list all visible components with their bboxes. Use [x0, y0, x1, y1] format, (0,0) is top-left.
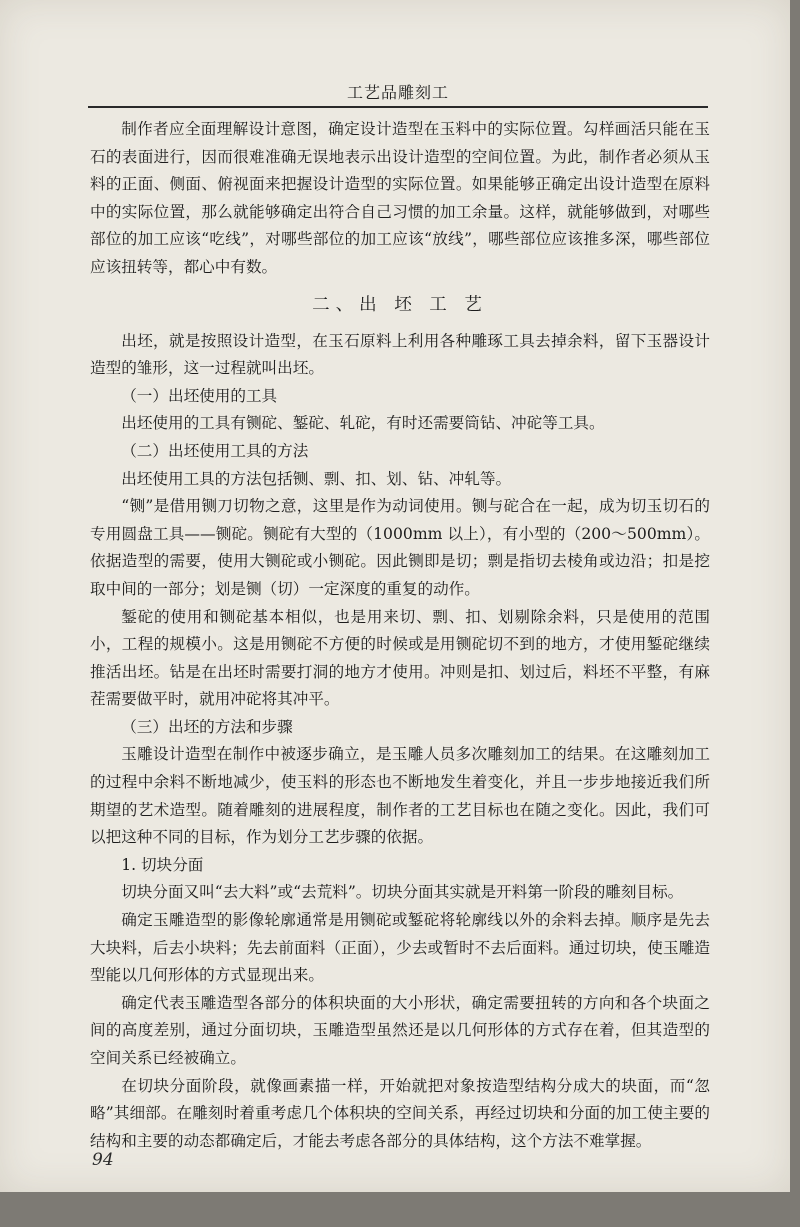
subheading-tools: （一）出坯使用的工具: [121, 386, 278, 405]
page-number: 94: [92, 1150, 114, 1170]
paragraph-zha-tool: “铡”是借用铡刀切物之意，这里是作为动词使用。铡与砣合在一起，成为切玉切石的专用圆盘工具——铡砣。铡砣有大型的（1000mm 以上），有小型的（200～500mm）。依据造型的需要，使用大铡砣或小铡砣。因此铡即是切；剽是指切去棱角或边沿；扣是挖取中间的一部分；划是铡（切）一定深度的重复的动作。: [90, 497, 710, 598]
paragraph-cut-blocks-3: 确定代表玉雕造型各部分的体积块面的大小形状，确定需要扭转的方向和各个块面之间的高度差别，通过分面切块，玉雕造型虽然还是以几何形体的方式存在着，但其造型的空间关系已经被确立。: [90, 993, 710, 1067]
paragraph-chupi-definition: 出坯，就是按照设计造型，在玉石原料上利用各种雕琢工具去掉余料，留下玉器设计造型的雏形，这一过程就叫出坯。: [90, 331, 710, 378]
paragraph-design-position: 制作者应全面理解设计意图，确定设计造型在玉料中的实际位置。勾样画活只能在玉石的表面进行，因而很难准确无误地表示出设计造型的空间位置。为此，制作者必须从玉料的正面、侧面、俯视面来把握设计造型的实际位置。如果能够正确定出设计造型在原料中的实际位置，那么就能够确定出符合自己习惯的加工余量。这样，就能够做到，对哪些部位的加工应该“吃线”，对哪些部位的加工应该“放线”，哪些部位应该推多深，哪些部位应该扭转等，都心中有数。: [90, 120, 710, 276]
page-content: [90, 116, 710, 1155]
subheading-steps: （三）出坯的方法和步骤: [121, 717, 293, 736]
paragraph-tool-methods: 出坯使用工具的方法包括铡、剽、扣、划、钻、冲轧等。: [121, 469, 512, 488]
paragraph-cut-blocks-4: 在切块分面阶段，就像画素描一样，开始就把对象按造型结构分成大的块面，而“忽略”其细部。在雕刻时着重考虑几个体积块的空间关系，再经过切块和分面的加工使主要的结构和主要的动态都确定后，才能去考虑各部分的具体结构，这个方法不难掌握。: [90, 1076, 710, 1150]
paragraph-steps-intro: 玉雕设计造型在制作中被逐步确立，是玉雕人员多次雕刻加工的结果。在这雕刻加工的过程中余料不断地减少，使玉料的形态也不断地发生着变化，并且一步步地接近我们所期望的艺术造型。随着雕刻的进展程度，制作者的工艺目标也在随之变化。因此，我们可以把这种不同的目标，作为划分工艺步骤的依据。: [90, 745, 710, 847]
header-title: 工艺品雕刻工: [346, 83, 449, 102]
section-title: 二、出 坯 工 艺: [312, 294, 488, 315]
running-header: [88, 76, 708, 108]
subheading-tool-methods: （二）出坯使用工具的方法: [121, 441, 309, 460]
paragraph-cut-blocks-2: 确定玉雕造型的影像轮廓通常是用铡砣或錾砣将轮廓线以外的余料去掉。顺序是先去大块料，后去小块料；先去前面料（正面），少去或暂时不去后面料。通过切块，使玉雕造型能以几何形体的方式显现出来。: [90, 911, 710, 985]
subheading-cut-blocks: 1. 切块分面: [121, 855, 204, 874]
paragraph-cut-blocks-1: 切块分面又叫“去大料”或“去荒料”。切块分面其实就是开料第一阶段的雕刻目标。: [121, 883, 684, 902]
paragraph-zan-tool: 錾砣的使用和铡砣基本相似，也是用来切、剽、扣、划剔除余料，只是使用的范围小，工程的规模小。这是用铡砣不方便的时候或是用铡砣切不到的地方，才使用錾砣继续推活出坯。钻是在出坯时需要打洞的地方才使用。冲则是扣、划过后，料坯不平整，有麻茬需要做平时，就用冲砣将其冲平。: [90, 607, 710, 709]
paragraph-tools: 出坯使用的工具有铡砣、錾砣、轧砣，有时还需要筒钻、冲砣等工具。: [121, 414, 605, 433]
